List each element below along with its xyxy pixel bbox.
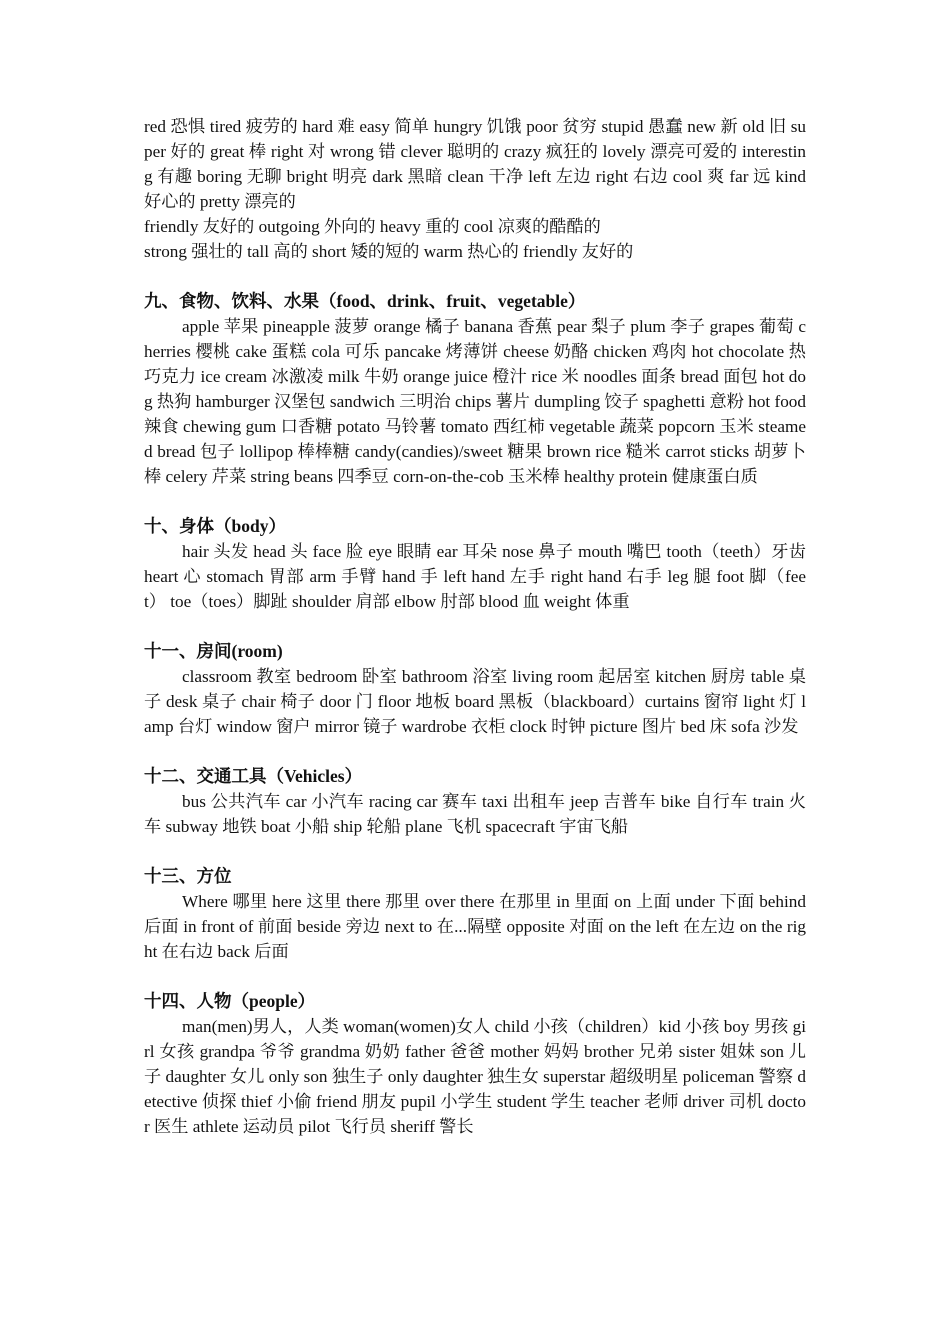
section-heading: 十三、方位 [144, 866, 232, 886]
section-people [144, 989, 806, 1139]
intro-line: strong 强壮的 tall 高的 short 矮的短的 warm 热心的 friendly 友好的 [144, 242, 634, 261]
section-heading: 十一、房间(room) [144, 641, 283, 661]
section-food [144, 289, 806, 489]
section-text: man(men)男人，人类 woman(women)女人 child 小孩（children）kid 小孩 boy 男孩 girl 女孩 grandpa 爷爷 grandma 奶奶 father 爸爸 mother 妈妈 brother 兄弟 sister 姐妹 son 儿子 daughter 女儿 only son 独生子 only daughter 独生女 superstar 超级明星 policeman 警察 detective 侦探 thief 小偷 friend 朋友 pupil 小学生 student 学生 teacher 老师 driver 司机 doctor 医生 athlete 运动员 pilot 飞行员 sheriff 警长 [144, 1017, 806, 1136]
section-text: classroom 教室 bedroom 卧室 bathroom 浴室 living room 起居室 kitchen 厨房 table 桌子 desk 桌子 chair 椅子 door 门 floor 地板 board 黑板（blackboard）curtains 窗帘 light 灯 lamp 台灯 window 窗户 mirror 镜子 wardrobe 衣柜 clock 时钟 picture 图片 bed 床 sofa 沙发 [144, 667, 806, 736]
section-heading: 九、食物、饮料、水果（food、drink、fruit、vegetable） [144, 291, 586, 311]
section-heading: 十、身体（body） [144, 516, 286, 536]
section-vehicles [144, 764, 806, 839]
intro-line: friendly 友好的 outgoing 外向的 heavy 重的 cool 凉爽的酷酷的 [144, 217, 601, 236]
section-text: bus 公共汽车 car 小汽车 racing car 赛车 taxi 出租车 jeep 吉普车 bike 自行车 train 火车 subway 地铁 boat 小船 ship 轮船 plane 飞机 spacecraft 宇宙飞船 [144, 792, 806, 836]
section-text: apple 苹果 pineapple 菠萝 orange 橘子 banana 香蕉 pear 梨子 plum 李子 grapes 葡萄 cherries 樱桃 cake 蛋糕 cola 可乐 pancake 烤薄饼 cheese 奶酪 chicken 鸡肉 hot chocolate 热巧克力 ice cream 冰激凌 milk 牛奶 orange juice 橙汁 rice 米 noodles 面条 bread 面包 hot dog 热狗 hamburger 汉堡包 sandwich 三明治 chips 薯片 dumpling 饺子 spaghetti 意粉 hot food 辣食 chewing gum 口香糖 potato 马铃薯 tomato 西红柿 vegetable 蔬菜 popcorn 玉米 steamed bread 包子 lollipop 棒棒糖 candy(candies)/sweet 糖果 brown rice 糙米 carrot sticks 胡萝卜棒 celery 芹菜 string beans 四季豆 corn-on-the-cob 玉米棒 healthy protein 健康蛋白质 [144, 317, 806, 486]
section-heading: 十二、交通工具（Vehicles） [144, 766, 363, 786]
section-room [144, 639, 806, 739]
section-directions [144, 864, 806, 964]
intro-line: red 恐惧 tired 疲劳的 hard 难 easy 简单 hungry 饥饿 poor 贫穷 stupid 愚蠢 new 新 old 旧 super 好的 great 棒 right 对 wrong 错 clever 聪明的 crazy 疯狂的 lovely 漂亮可爱的 interesting 有趣 boring 无聊 bright 明亮 dark 黑暗 clean 干净 left 左边 right 右边 cool 爽 far 远 kind 好心的 pretty 漂亮的 [144, 117, 806, 211]
intro-block [144, 114, 806, 264]
section-text: Where 哪里 here 这里 there 那里 over there 在那里 in 里面 on 上面 under 下面 behind 后面 in front of 前面 beside 旁边 next to 在...隔壁 opposite 对面 on the left 在左边 on the right 在右边 back 后面 [144, 892, 806, 961]
document-content [144, 114, 806, 1139]
section-body [144, 514, 806, 614]
section-text: hair 头发 head 头 face 脸 eye 眼睛 ear 耳朵 nose 鼻子 mouth 嘴巴 tooth（teeth）牙齿 heart 心 stomach 胃部 arm 手臂 hand 手 left hand 左手 right hand 右手 leg 腿 foot 脚（feet） toe（toes）脚趾 shoulder 肩部 elbow 肘部 blood 血 weight 体重 [144, 542, 806, 611]
section-heading: 十四、人物（people） [144, 991, 316, 1011]
